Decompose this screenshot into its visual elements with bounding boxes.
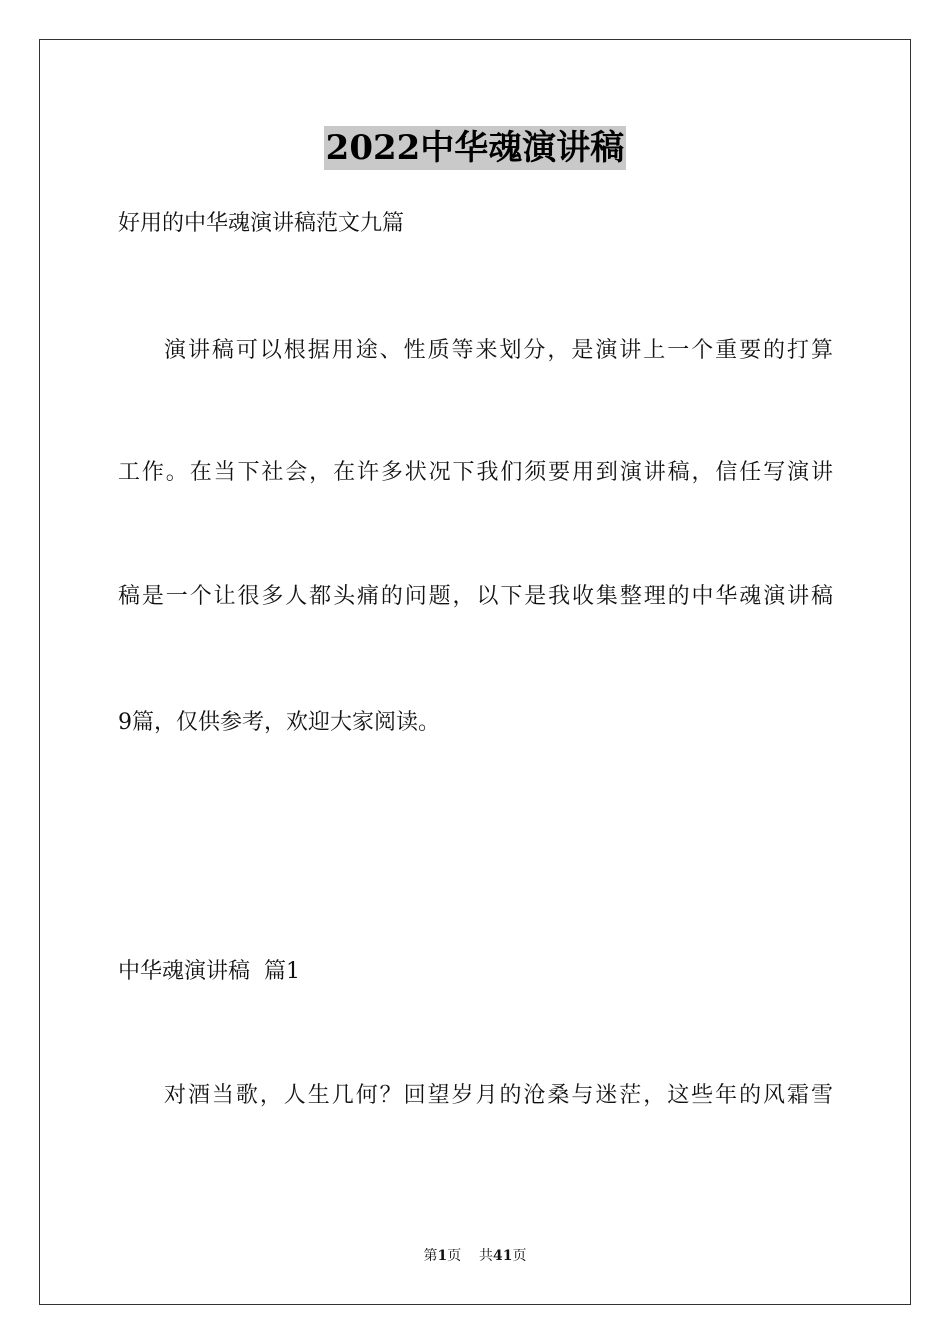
footer-total-prefix: 共: [479, 1248, 494, 1264]
document-title-text: 2022中华魂演讲稿: [325, 128, 625, 168]
section-heading: 中华魂演讲稿 篇1: [118, 959, 300, 984]
intro-line-4: 9篇，仅供参考，欢迎大家阅读。: [118, 710, 440, 735]
body-line-1: 对酒当歌，人生几何？回望岁月的沧桑与迷茫，这些年的风霜雪: [164, 1083, 833, 1108]
intro-line-2: 工作。在当下社会，在许多状况下我们须要用到演讲稿，信任写演讲: [118, 460, 833, 485]
intro-line-1: 演讲稿可以根据用途、性质等来划分，是演讲上一个重要的打算: [164, 338, 833, 363]
footer-page-total: 41: [493, 1248, 513, 1264]
document-title: [0, 126, 950, 170]
intro-line-3: 稿是一个让很多人都头痛的问题，以下是我收集整理的中华魂演讲稿: [118, 584, 833, 609]
footer-page-current: 1: [437, 1248, 448, 1264]
page-footer: [0, 1247, 950, 1265]
footer-page-unit: 页: [447, 1248, 462, 1264]
footer-page-prefix: 第: [423, 1248, 438, 1264]
document-subtitle: 好用的中华魂演讲稿范文九篇: [118, 211, 405, 236]
footer-total-unit: 页: [512, 1248, 527, 1264]
